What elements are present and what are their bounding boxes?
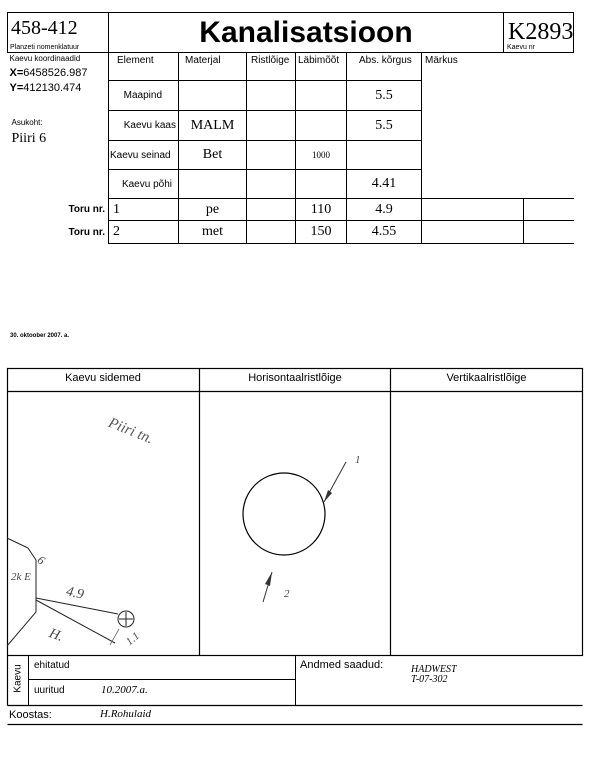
sketch-measure-3: 1.1 bbox=[123, 629, 142, 649]
pipe-diameter: 110 bbox=[296, 199, 347, 221]
pipe-diameter: 150 bbox=[296, 221, 347, 244]
row-height: 5.5 bbox=[347, 81, 422, 111]
pipe-number: 2 bbox=[109, 221, 179, 244]
header-remarks: Märkus bbox=[422, 53, 574, 199]
sketch-street-name: Piiri tn. bbox=[106, 415, 156, 448]
pipe-2-arrow-head bbox=[265, 572, 272, 586]
pipe-label: Toru nr. bbox=[68, 204, 105, 215]
sketch-frame bbox=[8, 369, 583, 656]
row-height: 5.5 bbox=[347, 111, 422, 141]
author-value: H.Rohulaid bbox=[100, 708, 152, 720]
header-element: Element bbox=[109, 53, 179, 81]
coord-x: X=6458526.987 bbox=[9, 67, 88, 79]
data-source-label: Andmed saadud: bbox=[300, 659, 384, 671]
row-material: Bet bbox=[179, 141, 247, 170]
header-height: Abs. kõrgus bbox=[347, 53, 422, 81]
column-header-ties: Kaevu sidemed bbox=[65, 372, 141, 384]
house-outline bbox=[7, 538, 36, 646]
row-element: Maapind bbox=[109, 81, 179, 111]
surveyed-value: 10.2007.a. bbox=[101, 684, 148, 696]
well-cross-section-circle bbox=[243, 473, 325, 555]
header-material: Materjal bbox=[179, 53, 247, 81]
data-source-value-2: T-07-302 bbox=[411, 674, 448, 685]
sketch-measure-2: H. bbox=[47, 626, 65, 645]
pipe-label: Toru nr. bbox=[68, 226, 105, 238]
date-stamp: 30. oktoober 2007. a. bbox=[10, 333, 70, 339]
location-value: Piiri 6 bbox=[11, 131, 47, 146]
row-element: Kaevu kaas bbox=[109, 111, 179, 141]
header-section: Ristlõige bbox=[247, 53, 296, 81]
row-element: Kaevu seinad bbox=[109, 141, 179, 170]
column-header-vertical: Vertikaalristlõige bbox=[446, 372, 527, 384]
column-header-horizontal: Horisontaalristlõige bbox=[248, 372, 342, 384]
surveyed-label: uuritud bbox=[34, 685, 65, 696]
coord-y: Y=412130.474 bbox=[9, 82, 82, 94]
sketch-house-letters: 2k E bbox=[11, 571, 31, 583]
built-label: ehitatud bbox=[34, 660, 70, 671]
pipe-number: 1 bbox=[109, 199, 179, 221]
row-diameter: 1000 bbox=[296, 141, 347, 170]
well-number: K2893 bbox=[508, 19, 574, 45]
coords-caption: Kaevu koordinaadid bbox=[9, 54, 81, 63]
row-element: Kaevu põhi bbox=[109, 170, 179, 199]
nomenclature-caption: Planzeti nomenklatuur bbox=[10, 44, 80, 51]
sketch-measure-1: 4.9 bbox=[64, 584, 85, 603]
author-label: Koostas: bbox=[9, 709, 52, 721]
header-diameter: Läbimõõt bbox=[296, 53, 347, 81]
well-number-caption: Kaevu nr bbox=[507, 44, 536, 51]
pipe-height: 4.9 bbox=[347, 199, 422, 221]
pipe-material: met bbox=[179, 221, 247, 244]
sketch-house-number: 6 bbox=[34, 552, 48, 568]
footer-side-label: Kaevu bbox=[12, 664, 24, 693]
row-material: MALM bbox=[179, 111, 247, 141]
pipe-height: 4.55 bbox=[347, 221, 422, 244]
row-height: 4.41 bbox=[347, 170, 422, 199]
data-source-value-1: HADWEST bbox=[411, 664, 457, 675]
nomenclature-value: 458-412 bbox=[11, 17, 78, 39]
pipe-mark-1: 1 bbox=[355, 454, 361, 466]
pipe-material: pe bbox=[179, 199, 247, 221]
location-caption: Asukoht: bbox=[11, 118, 43, 127]
page-title: Kanalisatsioon bbox=[199, 15, 413, 49]
pipe-mark-2: 2 bbox=[284, 588, 290, 600]
pipe-1-arrow-head bbox=[324, 490, 332, 502]
